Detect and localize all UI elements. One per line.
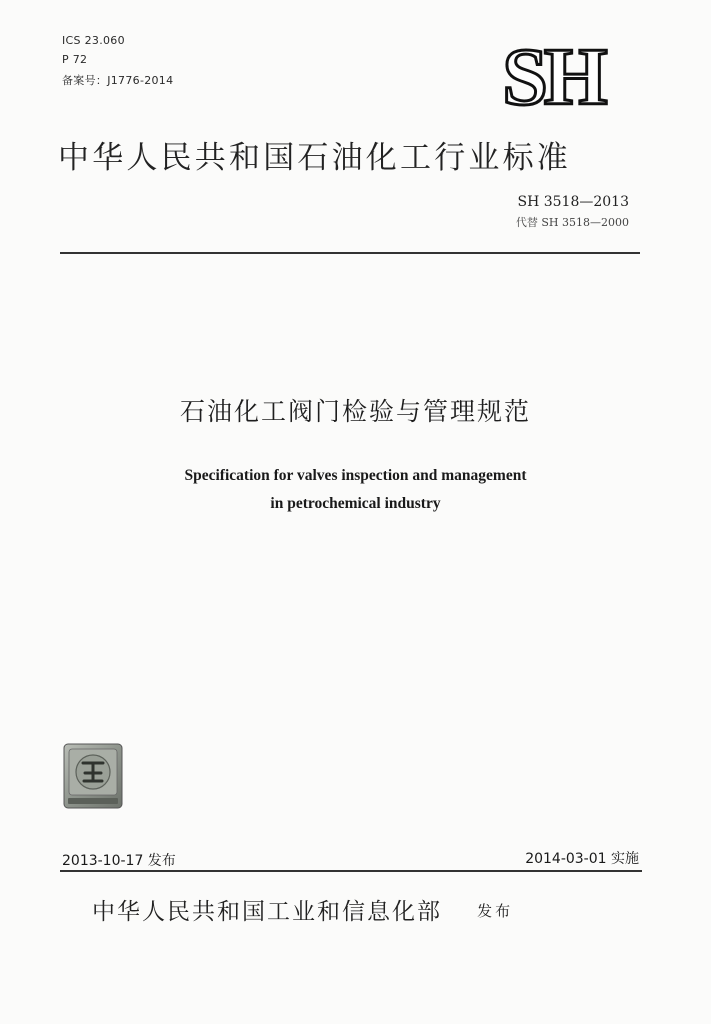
- standard-category-title: 中华人民共和国石油化工行业标准: [58, 140, 571, 176]
- filing-number: 备案号：J1776-2014: [62, 74, 174, 87]
- replaces-standard: 代替 SH 3518—2000: [515, 216, 629, 229]
- document-title-en-line1: Specification for valves inspection and management: [184, 467, 527, 484]
- anti-counterfeit-seal: [63, 743, 123, 809]
- document-title-zh: 石油化工阀门检验与管理规范: [179, 397, 531, 426]
- sh-logo-text: SH: [502, 38, 604, 112]
- publish-label: 发布: [477, 902, 514, 920]
- footer-divider: [60, 870, 642, 872]
- ics-code: ICS 23.060: [62, 34, 125, 47]
- ccs-code: P 72: [62, 53, 88, 66]
- document-title-en-line2: in petrochemical industry: [270, 495, 441, 512]
- publisher-name: 中华人民共和国工业和信息化部: [92, 899, 442, 925]
- standard-number: SH 3518—2013: [517, 194, 629, 210]
- publisher-row: [92, 893, 513, 926]
- effective-date: 2014-03-01 实施: [525, 851, 639, 867]
- sh-logo: [478, 38, 628, 112]
- issue-date: 2013-10-17 发布: [62, 853, 176, 869]
- header-divider: [60, 252, 640, 254]
